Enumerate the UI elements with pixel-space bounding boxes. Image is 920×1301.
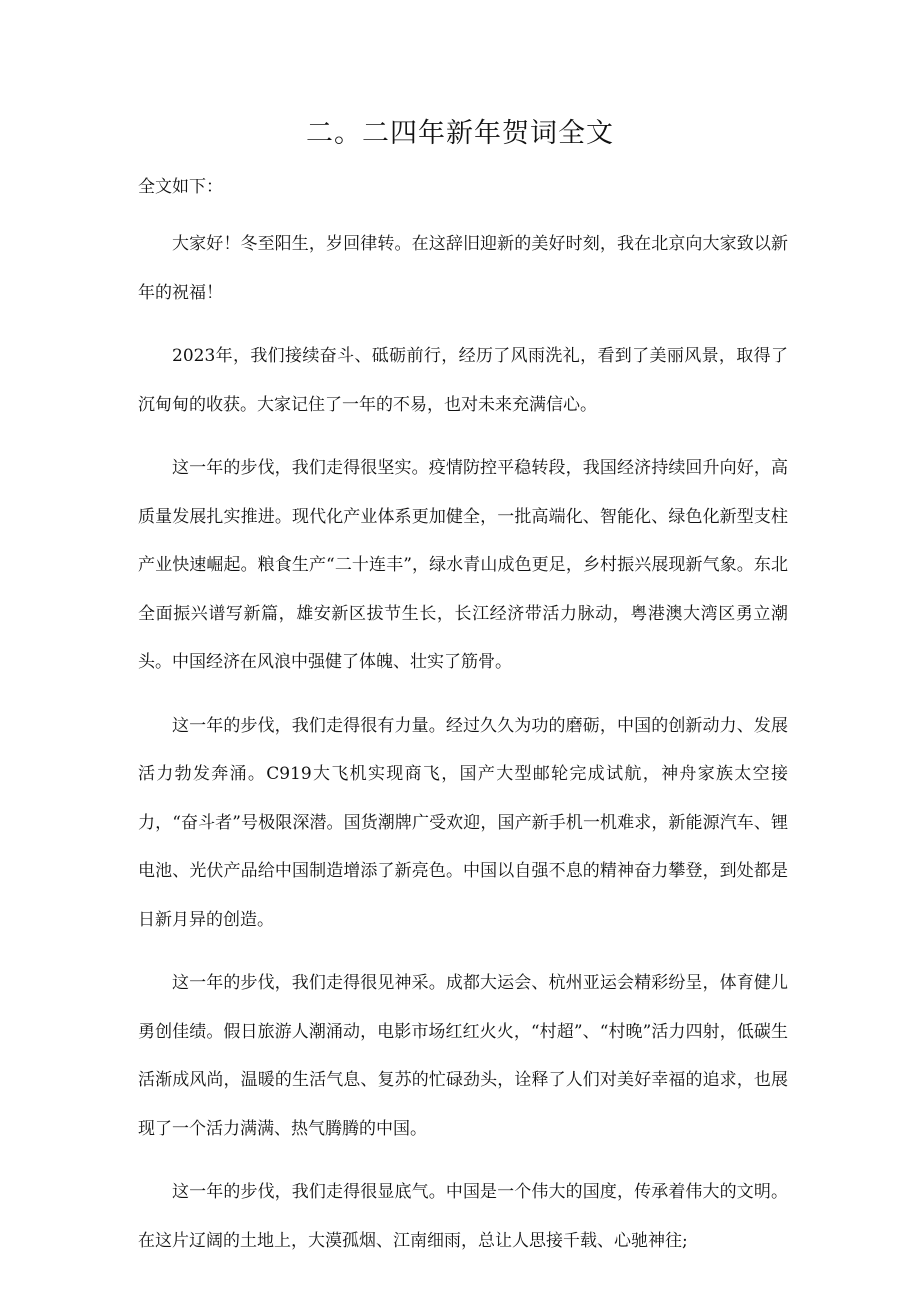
paragraph-vibrant-steps: 这一年的步伐，我们走得很见神采。成都大运会、杭州亚运会精彩纷呈，体育健儿勇创佳绩。假日旅游人潮涌动，电影市场红红火火，“村超”、“村晚”活力四射，低碳生活渐成风尚，温暖的生活气息、复苏的忙碌劲头，诠释了人们对美好幸福的追求，也展现了一个活力满满、热气腾腾的中国。 bbox=[138, 973, 788, 1139]
document-body bbox=[138, 220, 788, 1280]
document-title: 二。二四年新年贺词全文 bbox=[306, 118, 614, 149]
paragraph-greeting: 大家好！冬至阳生，岁回律转。在这辞旧迎新的美好时刻，我在北京向大家致以新年的祝福！ bbox=[138, 234, 788, 303]
paragraph-strong-steps: 这一年的步伐，我们走得很有力量。经过久久为功的磨砺，中国的创新动力、发展活力勃发奔涌。C919大飞机实现商飞，国产大型邮轮完成试航，神舟家族太空接力，“奋斗者”号极限深潜。国货潮牌广受欢迎，国产新手机一机难求，新能源汽车、锂电池、光伏产品给中国制造增添了新亮色。中国以自强不息的精神奋力攀登，到处都是日新月异的创造。 bbox=[138, 715, 788, 930]
paragraph-solid-steps: 这一年的步伐，我们走得很坚实。疫情防控平稳转段，我国经济持续回升向好，高质量发展扎实推进。现代化产业体系更加健全，一批高端化、智能化、绿色化新型支柱产业快速崛起。粮食生产“二十连丰”，绿水青山成色更足，乡村振兴展现新气象。东北全面振兴谱写新篇，雄安新区拔节生长，长江经济带活力脉动，粤港澳大湾区勇立潮头。中国经济在风浪中强健了体魄、壮实了筋骨。 bbox=[138, 458, 788, 672]
paragraph-confident-steps: 这一年的步伐，我们走得很显底气。中国是一个伟大的国度，传承着伟大的文明。在这片辽阔的土地上，大漠孤烟、江南细雨，总让人思接千载、心驰神往; bbox=[138, 1182, 788, 1251]
paragraph-2023-review: 2023年，我们接续奋斗、砥砺前行，经历了风雨洗礼，看到了美丽风景，取得了沉甸甸的收获。大家记住了一年的不易，也对未来充满信心。 bbox=[138, 346, 788, 415]
intro-line: 全文如下： bbox=[138, 177, 223, 197]
